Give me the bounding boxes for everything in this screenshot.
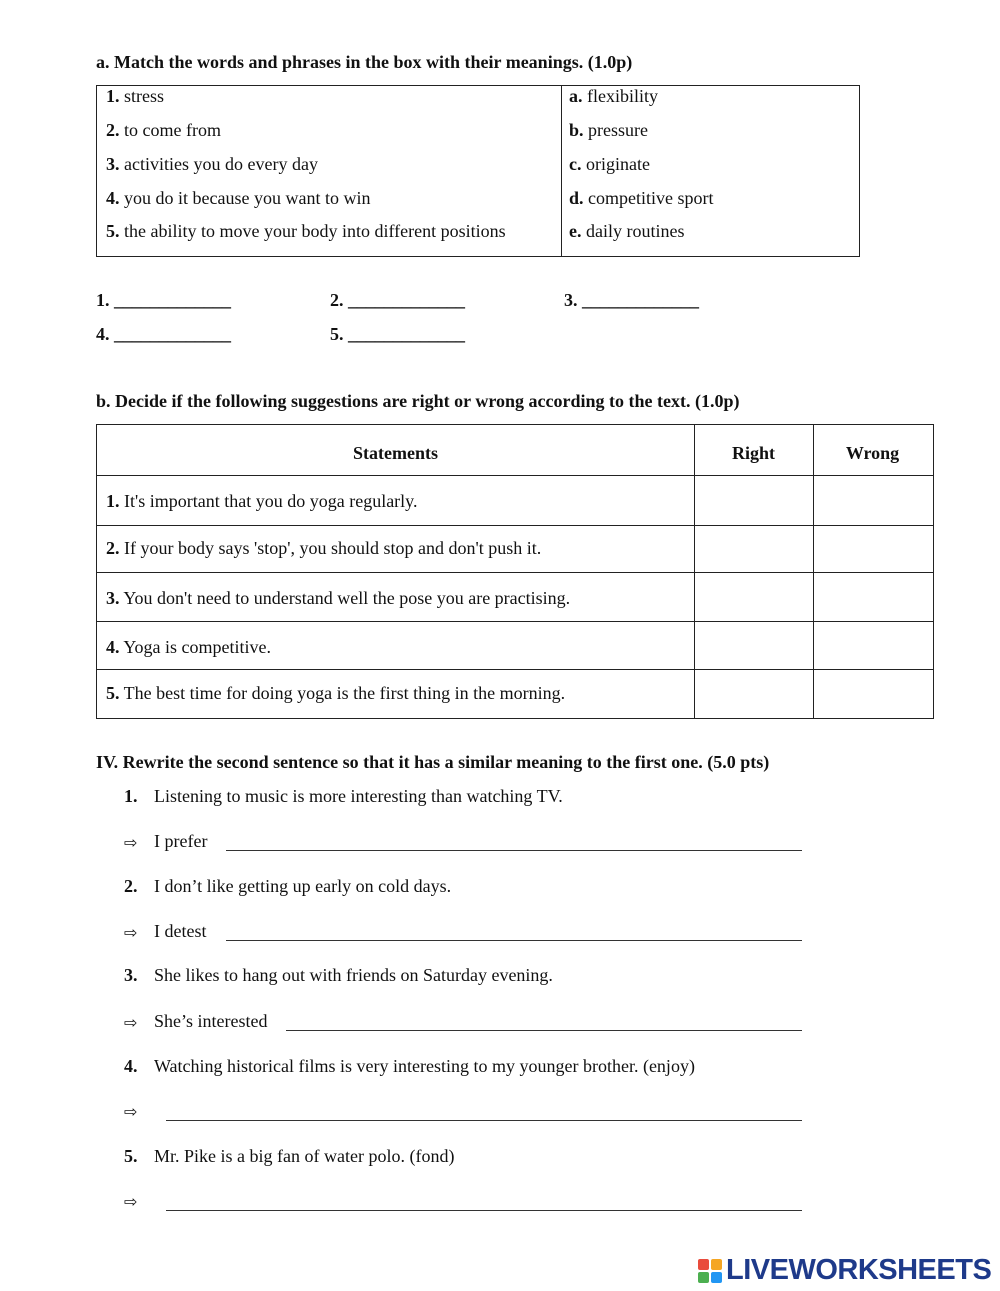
question-sentence: Listening to music is more interesting than watching TV.: [154, 786, 563, 806]
item-text: stress: [119, 86, 164, 106]
answer-blank-3[interactable]: 3. _____________: [564, 290, 699, 310]
item-number: 4.: [106, 188, 120, 208]
statement-row: 3. You don't need to understand well the pose you are practising.: [106, 588, 571, 608]
rewrite-answer-line-4[interactable]: [166, 1120, 802, 1121]
item-text: you do it because you want to win: [119, 188, 371, 208]
right-cell-2[interactable]: [695, 526, 813, 572]
liveworksheets-logo: [698, 1254, 991, 1287]
item-text: activities you do every day: [119, 154, 318, 174]
logo-square: [698, 1259, 709, 1270]
rewrite-answer-line-3[interactable]: [286, 1030, 802, 1031]
meaning-text: competitive sport: [583, 188, 714, 208]
question-number: 2.: [124, 876, 138, 896]
arrow-right-icon: ⇨: [124, 1192, 138, 1211]
answer-blank-4[interactable]: 4. _____________: [96, 324, 231, 344]
rewrite-answer-line-5[interactable]: [166, 1210, 802, 1211]
right-header: Right: [731, 443, 775, 463]
statement-row: 4. Yoga is competitive.: [106, 637, 271, 657]
rewrite-prompt: I detest: [154, 921, 207, 941]
arrow-right-icon: ⇨: [124, 1013, 138, 1032]
meaning-text: daily routines: [581, 221, 685, 241]
question-number: 1.: [124, 786, 138, 806]
meaning-text: originate: [581, 154, 650, 174]
wrong-cell-1[interactable]: [814, 476, 932, 525]
section-b-title: b. Decide if the following suggestions are right or wrong according to the text. (1.0p): [96, 391, 740, 411]
rewrite-answer-line-1[interactable]: [226, 850, 802, 851]
question-number: 5.: [124, 1146, 138, 1166]
right-cell-3[interactable]: [695, 573, 813, 621]
arrow-right-icon: ⇨: [124, 833, 138, 852]
meaning-letter: b.: [569, 120, 584, 140]
statement-row: 5. The best time for doing yoga is the first thing in the morning.: [106, 683, 566, 703]
matching-row: [97, 154, 859, 184]
item-number: 1.: [106, 86, 120, 106]
answer-blank-5[interactable]: 5. _____________: [330, 324, 465, 344]
statements-header: Statements: [353, 443, 438, 463]
matching-row: [97, 86, 859, 116]
item-text: the ability to move your body into different positions: [119, 221, 506, 241]
item-number: 5.: [106, 221, 120, 241]
meaning-text: pressure: [583, 120, 648, 140]
meaning-letter: a.: [569, 86, 583, 106]
meaning-letter: c.: [569, 154, 582, 174]
matching-row: [97, 188, 859, 218]
question-number: 4.: [124, 1056, 138, 1076]
right-cell-5[interactable]: [695, 670, 813, 717]
logo-square: [711, 1259, 722, 1270]
right-wrong-table: [96, 424, 934, 719]
logo-mark-icon: [698, 1259, 722, 1283]
section-iv-title: IV. Rewrite the second sentence so that it has a similar meaning to the first one. (5.0 pts): [96, 752, 770, 772]
arrow-right-icon: ⇨: [124, 923, 138, 942]
question-sentence: I don’t like getting up early on cold days.: [154, 876, 452, 896]
item-number: 3.: [106, 154, 120, 174]
arrow-right-icon: ⇨: [124, 1102, 138, 1121]
right-cell-1[interactable]: [695, 476, 813, 525]
wrong-cell-5[interactable]: [814, 670, 932, 717]
question-sentence: Watching historical films is very interesting to my younger brother. (enjoy): [154, 1056, 695, 1076]
rewrite-answer-line-2[interactable]: [226, 940, 802, 941]
right-cell-4[interactable]: [695, 622, 813, 669]
question-number: 3.: [124, 965, 138, 985]
meaning-letter: d.: [569, 188, 584, 208]
matching-row: [97, 120, 859, 150]
statement-row: 1. It's important that you do yoga regularly.: [106, 491, 418, 511]
meaning-letter: e.: [569, 221, 582, 241]
wrong-header: Wrong: [845, 443, 900, 463]
matching-table: [96, 85, 860, 257]
answer-blank-1[interactable]: 1. _____________: [96, 290, 231, 310]
wrong-cell-4[interactable]: [814, 622, 932, 669]
item-number: 2.: [106, 120, 120, 140]
wrong-cell-3[interactable]: [814, 573, 932, 621]
meaning-text: flexibility: [582, 86, 658, 106]
logo-text: LIVEWORKSHEETS: [726, 1254, 992, 1286]
rewrite-prompt: I prefer: [154, 831, 208, 851]
statement-row: 2. If your body says 'stop', you should stop and don't push it.: [106, 538, 542, 558]
wrong-cell-2[interactable]: [814, 526, 932, 572]
item-text: to come from: [119, 120, 221, 140]
matching-row: [97, 221, 859, 251]
question-sentence: She likes to hang out with friends on Saturday evening.: [154, 965, 553, 985]
logo-square: [711, 1272, 722, 1283]
rewrite-prompt: She’s interested: [154, 1011, 268, 1031]
question-sentence: Mr. Pike is a big fan of water polo. (fond): [154, 1146, 455, 1166]
answer-blank-2[interactable]: 2. _____________: [330, 290, 465, 310]
section-a-title: a. Match the words and phrases in the box with their meanings. (1.0p): [96, 52, 633, 72]
logo-square: [698, 1272, 709, 1283]
